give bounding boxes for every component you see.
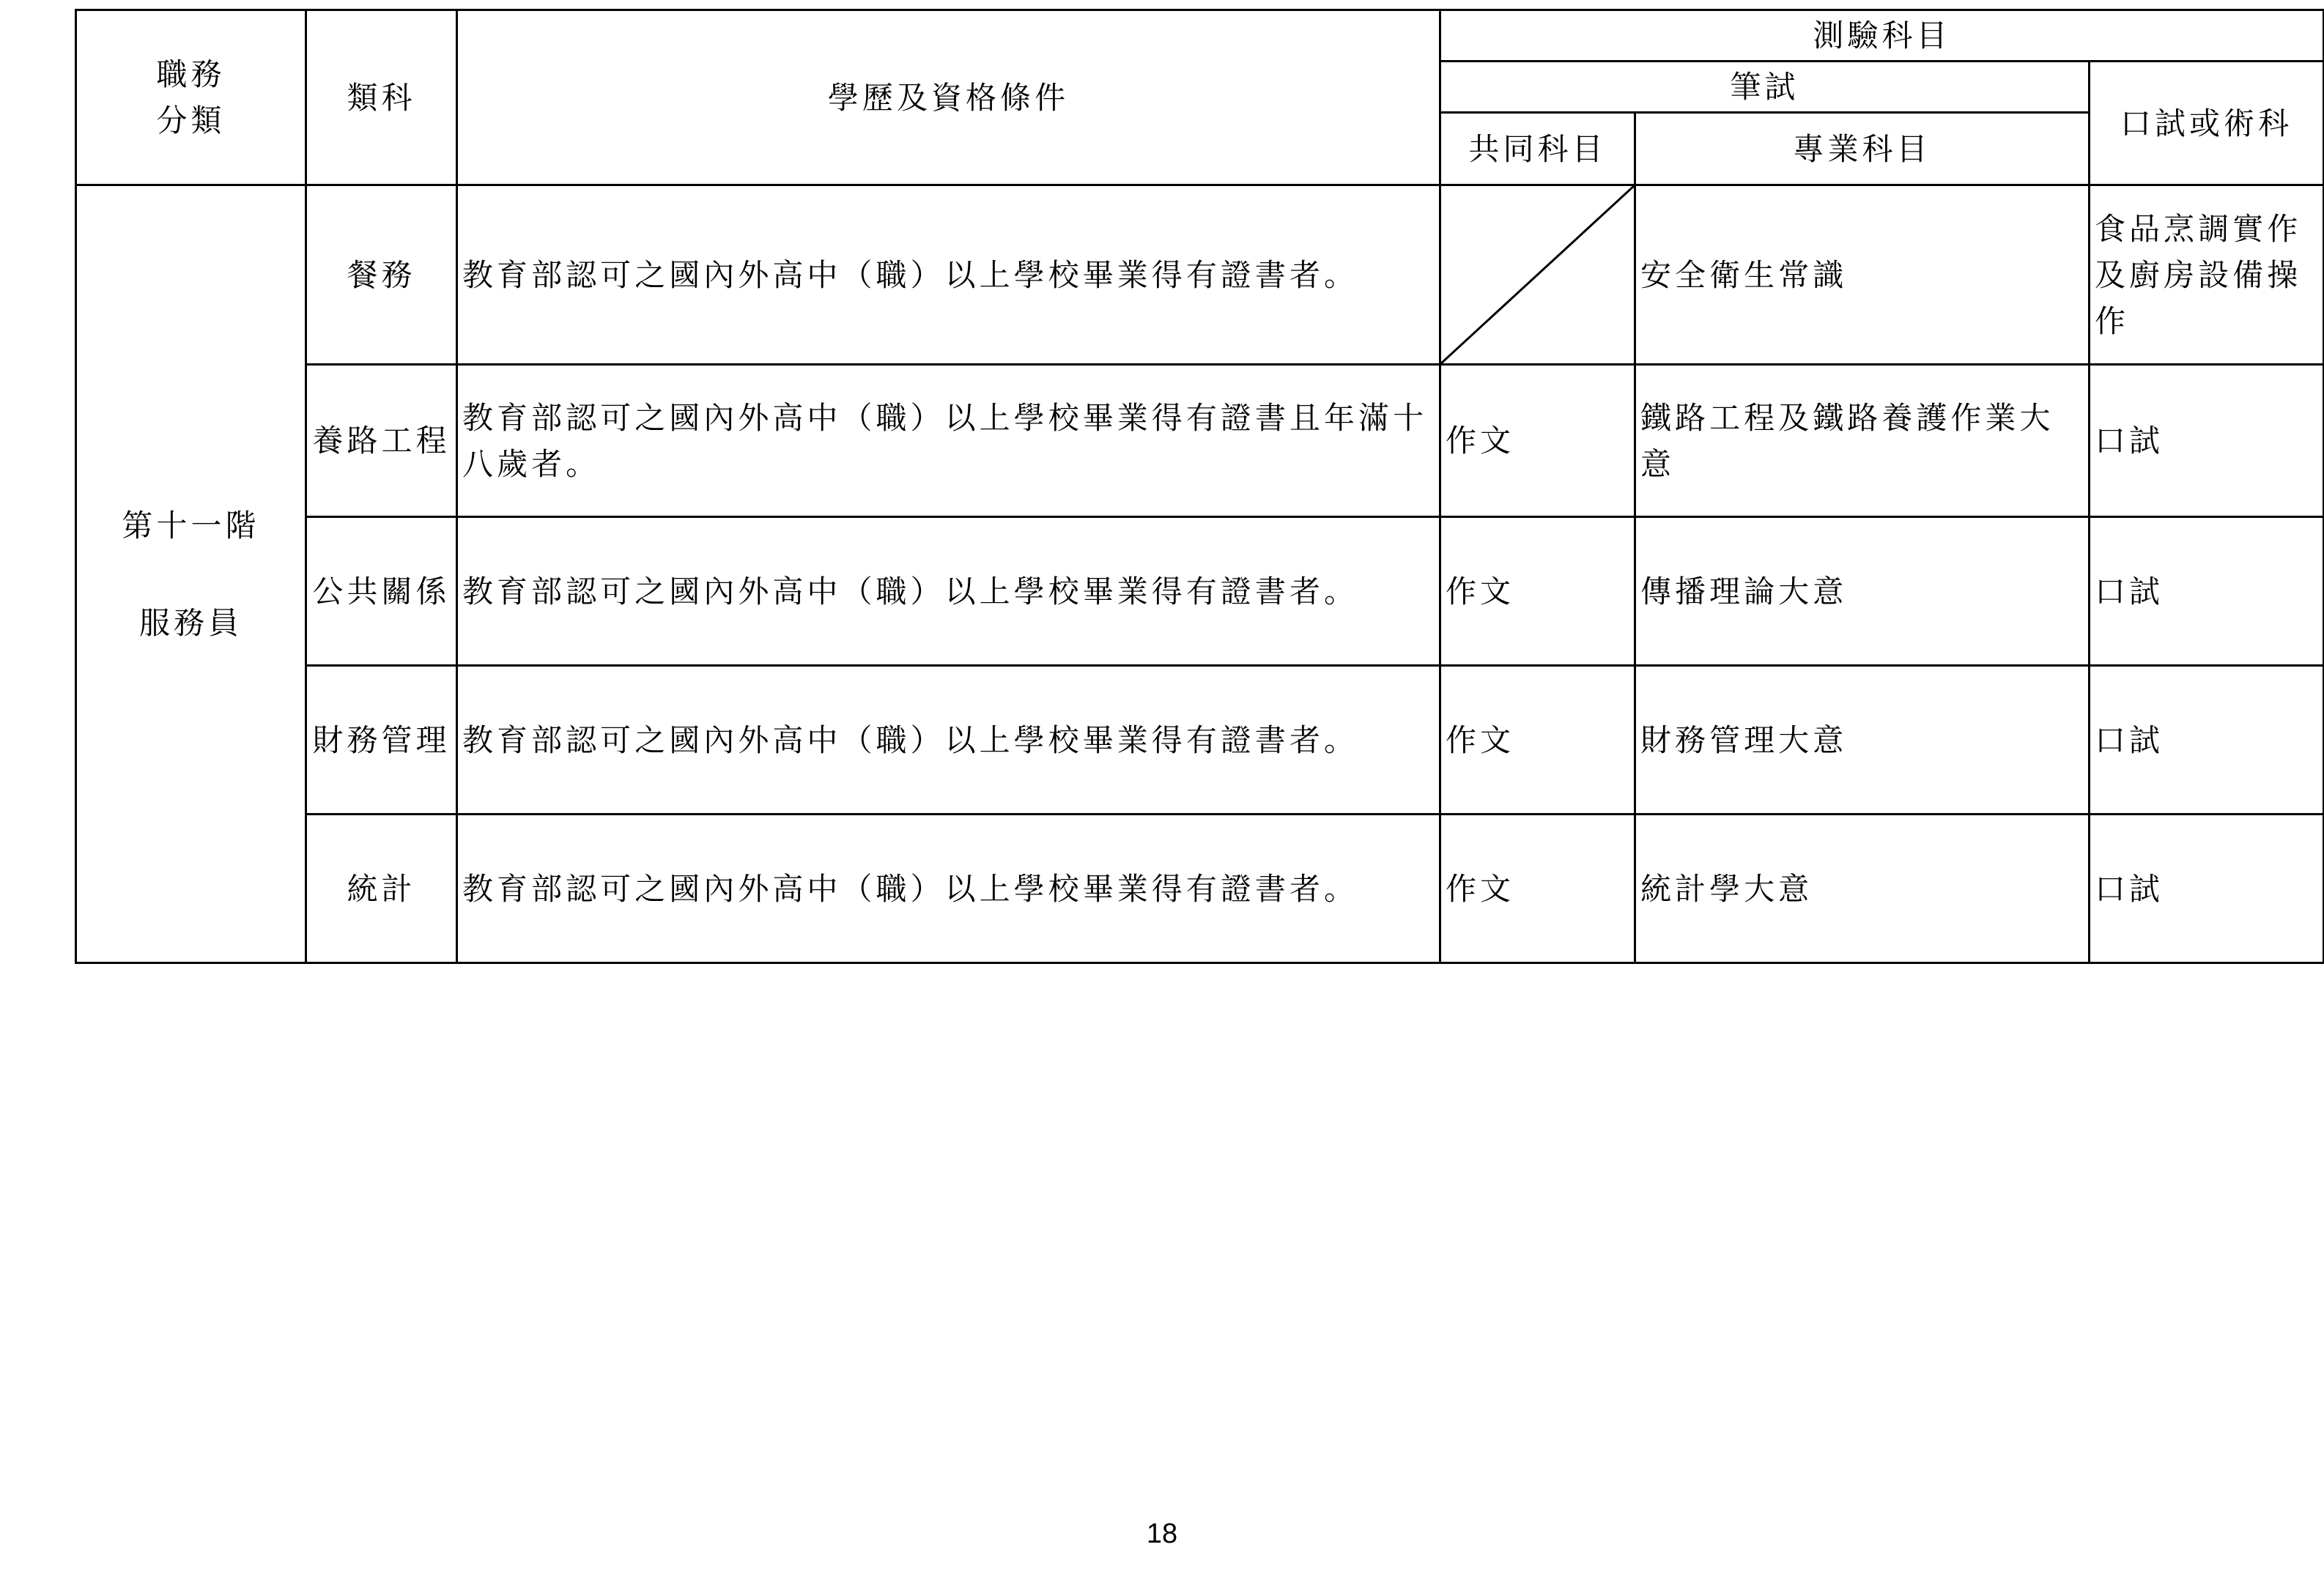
common-subject-cell: 作文: [1440, 517, 1635, 666]
header-written-exam: 筆試: [1440, 62, 2090, 113]
diagonal-slash-mark: [1441, 186, 1634, 363]
oral-practical-cell: 食品烹調實作及廚房設備操作: [2090, 185, 2324, 365]
field-cell: 養路工程: [306, 365, 457, 517]
common-subject-cell: 作文: [1440, 666, 1635, 815]
specialized-subject-cell: 財務管理大意: [1635, 666, 2090, 815]
field-cell: 公共關係: [306, 517, 457, 666]
qualification-cell: 教育部認可之國內外高中（職）以上學校畢業得有證書者。: [457, 517, 1440, 666]
qualification-cell: 教育部認可之國內外高中（職）以上學校畢業得有證書且年滿十八歲者。: [457, 365, 1440, 517]
header-position-category-line1: 職務: [156, 56, 226, 92]
position-grade: 第十一階: [122, 507, 260, 544]
table-row: [76, 185, 2324, 365]
table-row: [76, 815, 2324, 963]
table-row: [76, 666, 2324, 815]
header-position-category-line2: 分類: [156, 103, 226, 138]
oral-practical-cell: 口試: [2090, 666, 2324, 815]
page-number: 18: [1146, 1518, 1178, 1549]
table-row: [76, 365, 2324, 517]
specialized-subject-cell: 鐵路工程及鐵路養護作業大意: [1635, 365, 2090, 517]
position-title: 服務員: [138, 604, 243, 641]
field-cell: 財務管理: [306, 666, 457, 815]
specialized-subject-cell: 安全衛生常識: [1635, 185, 2090, 365]
qualification-cell: 教育部認可之國內外高中（職）以上學校畢業得有證書者。: [457, 666, 1440, 815]
specialized-subject-cell: 傳播理論大意: [1635, 517, 2090, 666]
table-row: [76, 517, 2324, 666]
header-row-top: [76, 10, 2324, 62]
qualification-cell: 教育部認可之國內外高中（職）以上學校畢業得有證書者。: [457, 815, 1440, 963]
oral-practical-cell: 口試: [2090, 815, 2324, 963]
header-exam-subjects: 測驗科目: [1440, 10, 2324, 62]
field-cell: 統計: [306, 815, 457, 963]
qualification-cell: 教育部認可之國內外高中（職）以上學校畢業得有證書者。: [457, 185, 1440, 365]
header-field: 類科: [306, 10, 457, 185]
exam-subjects-table: [75, 9, 2324, 964]
common-subject-cell: 作文: [1440, 815, 1635, 963]
header-position-category: [76, 10, 306, 185]
header-oral-or-practical: 口試或術科: [2090, 62, 2324, 185]
common-subject-cell: 作文: [1440, 365, 1635, 517]
specialized-subject-cell: 統計學大意: [1635, 815, 2090, 963]
position-cell: [76, 185, 306, 963]
field-cell: 餐務: [306, 185, 457, 365]
header-common-subjects: 共同科目: [1440, 113, 1635, 185]
oral-practical-cell: 口試: [2090, 517, 2324, 666]
header-specialized-subjects: 專業科目: [1635, 113, 2090, 185]
common-subject-empty-cell: [1440, 185, 1635, 365]
oral-practical-cell: 口試: [2090, 365, 2324, 517]
header-qualifications: 學歷及資格條件: [457, 10, 1440, 185]
